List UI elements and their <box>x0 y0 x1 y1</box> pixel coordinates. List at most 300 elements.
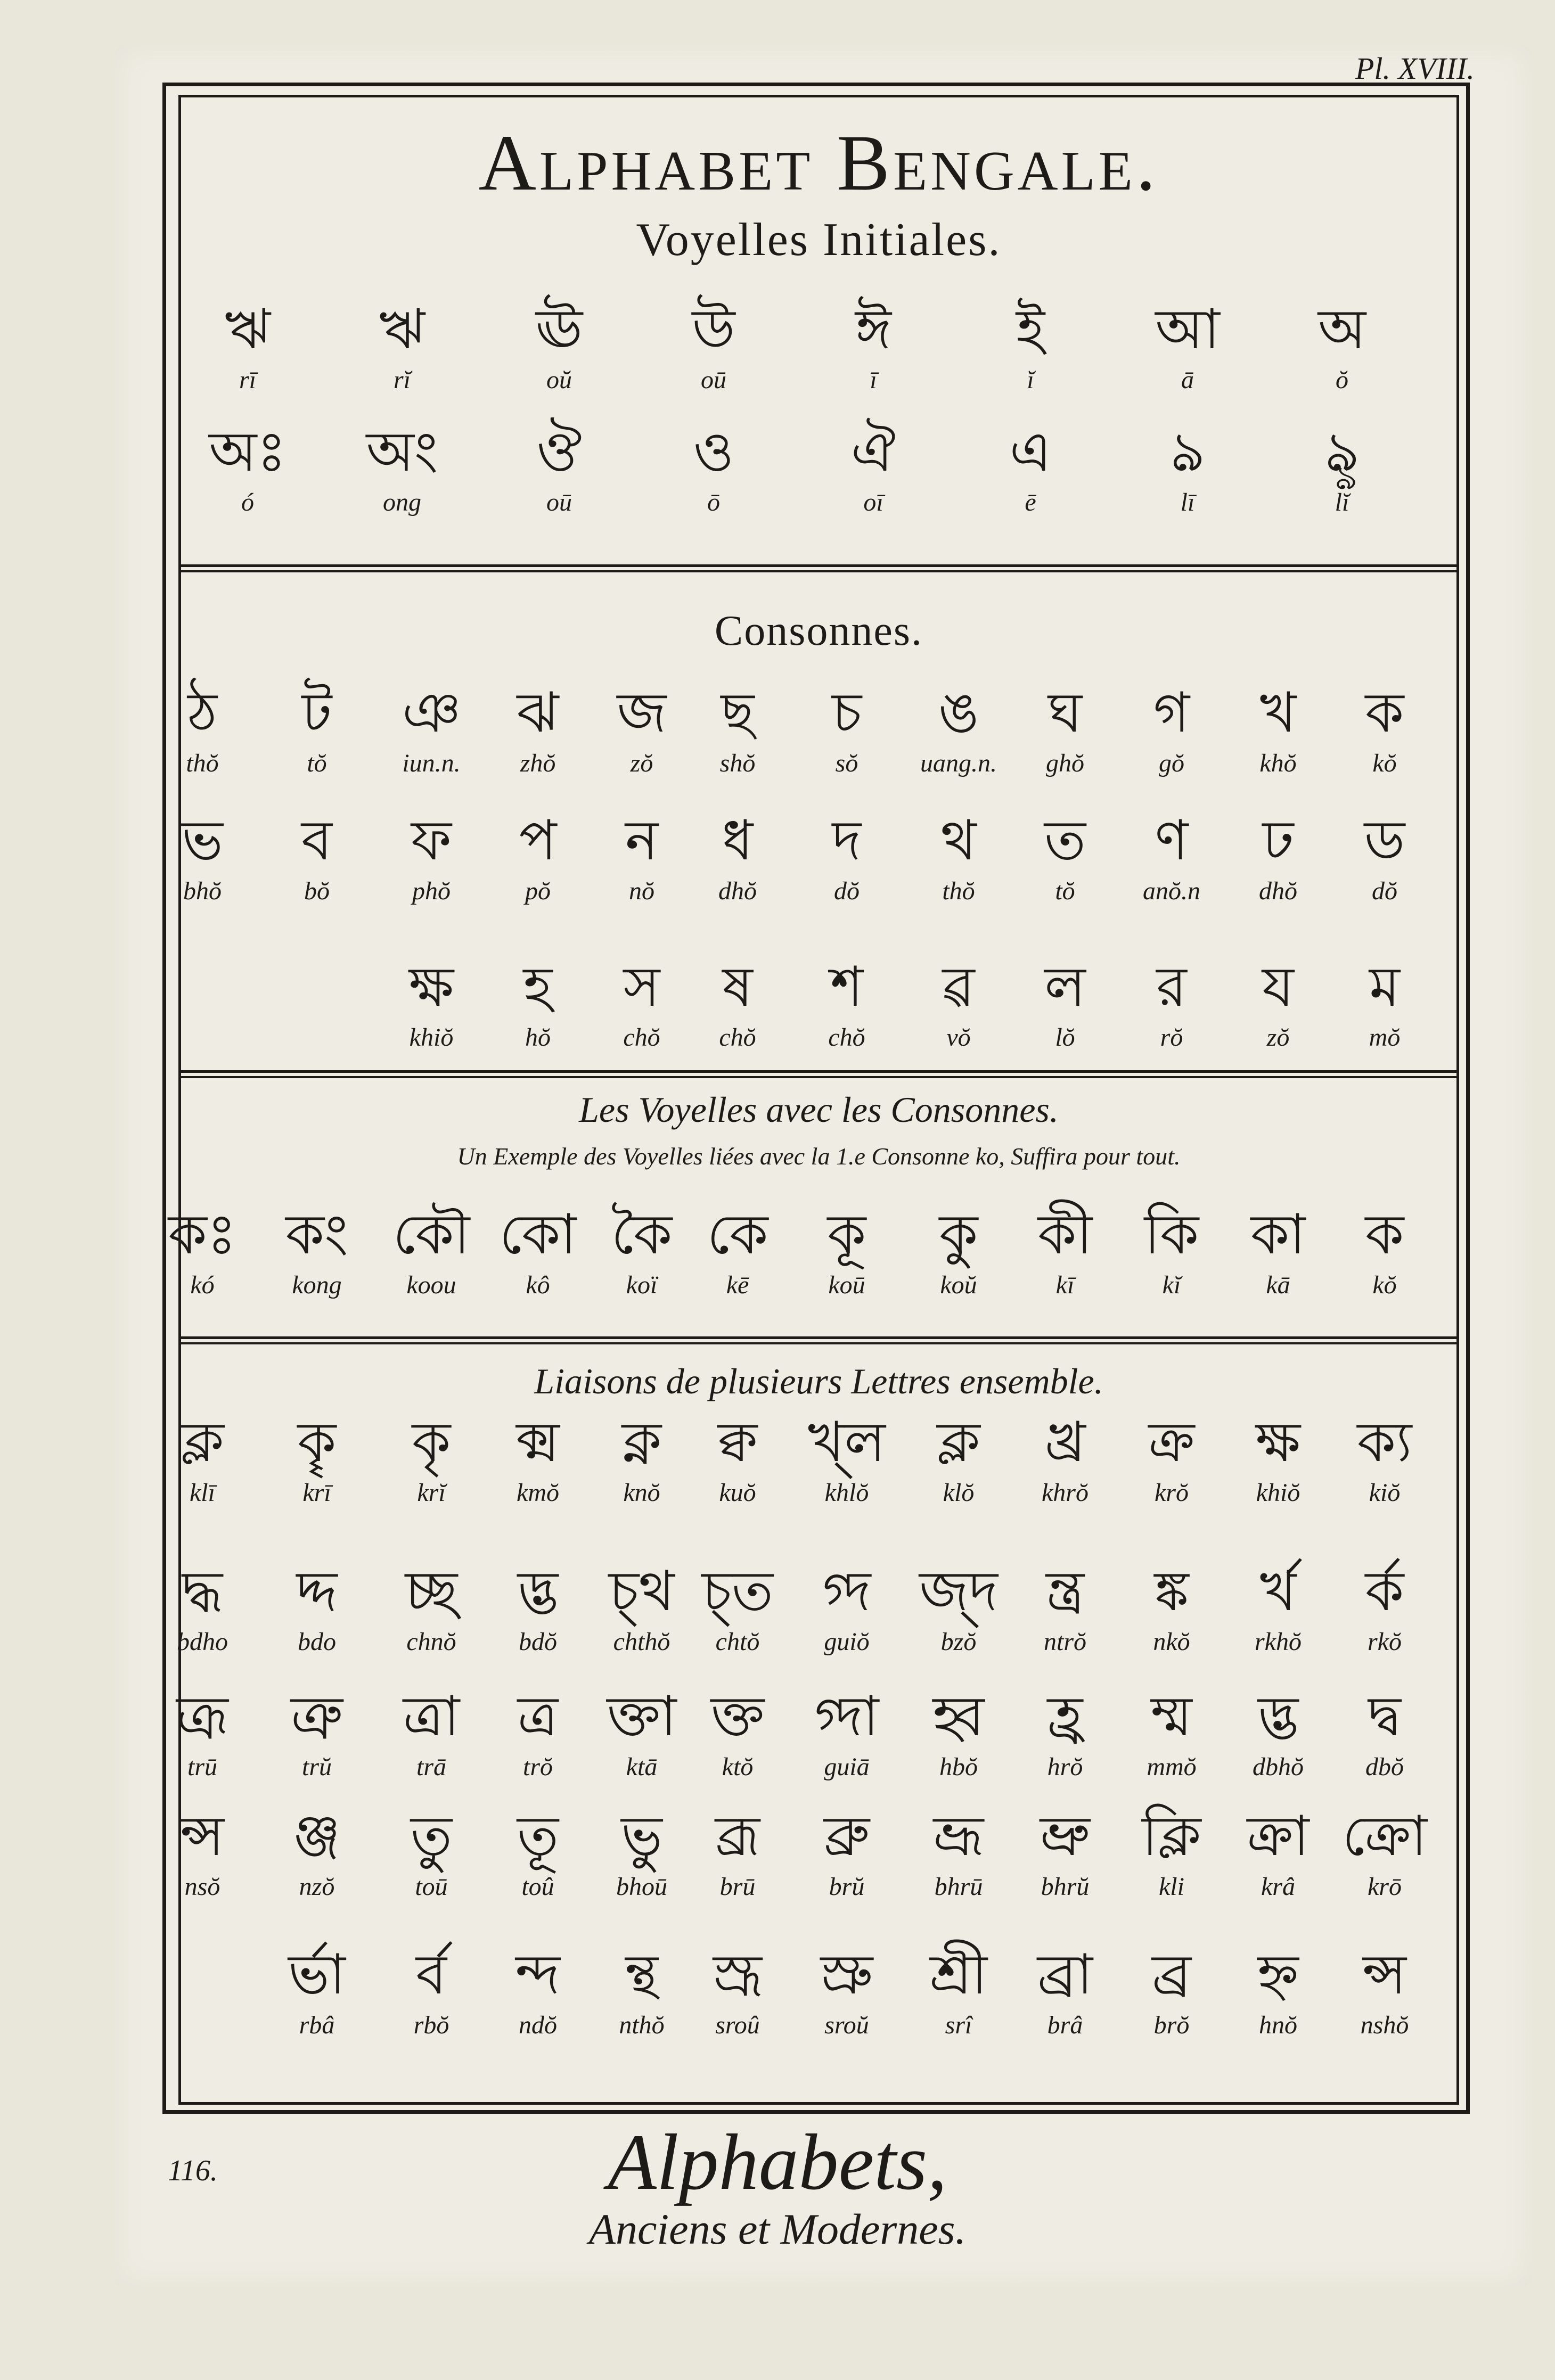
bengali-glyph: খ্র <box>1044 1412 1086 1473</box>
bengali-glyph: ছ <box>721 683 755 744</box>
letter-cell <box>1124 809 1220 906</box>
bengali-glyph: ন্থ <box>625 1944 658 2006</box>
bengali-glyph: ক্ব <box>717 1412 758 1473</box>
transliteration-label: lŏ <box>1055 1023 1075 1052</box>
bengali-glyph: র <box>1156 957 1187 1018</box>
bengali-glyph: ভ্রূ <box>933 1806 984 1867</box>
letter-cell <box>799 1943 895 2040</box>
transliteration-label: thŏ <box>942 877 975 905</box>
letter-cell <box>383 1203 479 1300</box>
transliteration-label: bhŏ <box>183 877 222 905</box>
letter-cell <box>594 956 690 1052</box>
bengali-glyph: ণ <box>1155 810 1189 872</box>
bengali-glyph: ক্ল <box>937 1412 980 1473</box>
transliteration-label: brŏ <box>1153 2011 1190 2039</box>
transliteration-label: khlŏ <box>824 1479 869 1507</box>
transliteration-label: kŏ <box>1372 1271 1397 1299</box>
letter-cell <box>1124 1685 1220 1782</box>
transliteration-label: ī <box>870 366 877 394</box>
letter-cell <box>1124 682 1220 778</box>
transliteration-label: toû <box>521 1873 554 1901</box>
vowels-title: Voyelles Initiales. <box>636 214 1002 266</box>
bengali-glyph: ও <box>693 422 734 483</box>
letter-cell <box>383 682 479 778</box>
bengali-glyph: কূ <box>827 1204 866 1266</box>
letter-cell <box>1017 1685 1113 1782</box>
transliteration-label: trā <box>416 1753 446 1781</box>
bengali-glyph: ত্রা <box>403 1686 460 1747</box>
transliteration-label: dhŏ <box>1259 877 1297 905</box>
transliteration-label: koū <box>828 1271 865 1299</box>
transliteration-label: chŏ <box>719 1023 756 1052</box>
transliteration-label: hrŏ <box>1047 1753 1083 1781</box>
transliteration-label: chŏ <box>623 1023 660 1052</box>
letter-cell <box>154 1685 250 1782</box>
transliteration-label: nthŏ <box>619 2011 665 2039</box>
letter-cell <box>154 1411 250 1507</box>
transliteration-label: kē <box>726 1271 749 1299</box>
transliteration-label: sŏ <box>835 749 858 777</box>
transliteration-label: kong <box>292 1271 342 1299</box>
transliteration-label: guiŏ <box>824 1628 870 1656</box>
bengali-glyph: ই <box>1016 299 1045 360</box>
transliteration-label: klī <box>190 1479 215 1507</box>
letter-cell <box>1230 956 1326 1052</box>
transliteration-label: lī <box>1180 488 1195 516</box>
letter-cell <box>354 421 450 517</box>
bengali-glyph: গ্দা <box>814 1686 879 1747</box>
letter-cell <box>690 1560 785 1656</box>
letter-cell <box>799 1411 895 1507</box>
bengali-glyph: দ্ভ <box>517 1561 559 1622</box>
transliteration-label: ō <box>707 488 720 516</box>
letter-cell <box>594 1943 690 2040</box>
bengali-glyph: ব <box>301 810 332 872</box>
letter-cell <box>1230 682 1326 778</box>
bengali-glyph: খ <box>1259 683 1297 744</box>
letter-cell <box>690 1943 785 2040</box>
letter-cell <box>1017 809 1113 906</box>
letter-cell <box>1017 1411 1113 1507</box>
bengali-glyph: দ্দ <box>296 1561 338 1622</box>
bengali-glyph: শ <box>830 957 863 1018</box>
bengali-glyph: ভ্রু <box>1040 1806 1091 1867</box>
letter-cell <box>594 809 690 906</box>
bengali-glyph: স্রূ <box>713 1944 762 2006</box>
letter-cell <box>1230 1805 1326 1901</box>
letter-cell <box>799 809 895 906</box>
bengali-glyph: প <box>519 810 557 872</box>
letter-cell <box>269 1411 365 1507</box>
transliteration-label: dŏ <box>1372 877 1397 905</box>
bengali-glyph: ক্ত <box>710 1686 765 1747</box>
ligatures-title: Liaisons de plusieurs Lettres ensemble. <box>534 1361 1103 1401</box>
transliteration-label: kmŏ <box>517 1479 559 1507</box>
letter-cell <box>1124 1560 1220 1656</box>
transliteration-label: ghŏ <box>1046 749 1084 777</box>
plate-number: Pl. XVIII. <box>1355 51 1475 86</box>
bengali-glyph: ল <box>1044 957 1086 1018</box>
transliteration-label: sroû <box>715 2011 760 2039</box>
bengali-glyph: ৱ <box>942 957 975 1018</box>
transliteration-label: kŏ <box>1372 749 1397 777</box>
transliteration-label: bdho <box>177 1628 228 1656</box>
transliteration-label: trŭ <box>301 1753 332 1781</box>
letter-cell <box>490 1943 586 2040</box>
letter-cell <box>383 1560 479 1656</box>
letter-cell <box>1230 1203 1326 1300</box>
bengali-glyph: র্ভা <box>288 1944 346 2006</box>
letter-cell <box>1337 1805 1433 1901</box>
letter-cell <box>383 956 479 1052</box>
bengali-glyph: ড <box>1364 810 1405 872</box>
letter-cell <box>911 809 1006 906</box>
transliteration-label: khrŏ <box>1042 1479 1088 1507</box>
transliteration-label: koï <box>626 1271 658 1299</box>
transliteration-label: rŏ <box>1160 1023 1183 1052</box>
bengali-glyph: তূ <box>517 1806 559 1867</box>
bengali-glyph: কৈ <box>611 1204 673 1266</box>
bengali-glyph: কি <box>1144 1204 1199 1266</box>
bengali-glyph: ট <box>301 683 332 744</box>
bengali-glyph: ঢ <box>1262 810 1294 872</box>
transliteration-label: rbŏ <box>413 2011 449 2039</box>
transliteration-label: krâ <box>1261 1873 1295 1901</box>
bengali-glyph: এ <box>1009 422 1052 483</box>
transliteration-label: oŭ <box>546 366 572 394</box>
transliteration-label: guiā <box>824 1753 870 1781</box>
bengali-glyph: ক্ন <box>621 1412 662 1473</box>
letter-cell <box>1337 682 1433 778</box>
section-divider <box>178 1070 1459 1078</box>
transliteration-label: zŏ <box>1266 1023 1290 1052</box>
bengali-glyph: হ্ব <box>932 1686 985 1747</box>
letter-cell <box>269 1685 365 1782</box>
letter-cell <box>490 1560 586 1656</box>
letter-cell <box>490 1411 586 1507</box>
letter-cell <box>983 298 1078 395</box>
letter-cell <box>825 298 921 395</box>
transliteration-label: khiŏ <box>1256 1479 1300 1507</box>
letter-cell <box>1337 1203 1433 1300</box>
bengali-glyph: ঔ <box>536 422 582 483</box>
transliteration-label: ntrŏ <box>1043 1628 1086 1656</box>
bengali-glyph: ক <box>1365 683 1404 744</box>
bengali-glyph: ন <box>625 810 659 872</box>
letter-cell <box>1124 1411 1220 1507</box>
bengali-glyph: ব্র <box>1152 1944 1191 2006</box>
bengali-glyph: হ <box>523 957 553 1018</box>
letter-cell <box>383 1685 479 1782</box>
bengali-glyph: অং <box>366 422 438 483</box>
bengali-glyph: হ্ন <box>1257 1944 1299 2006</box>
letter-cell <box>825 421 921 517</box>
bengali-glyph: চ্ছ <box>405 1561 458 1622</box>
bengali-glyph: জ্দ <box>919 1561 998 1622</box>
bengali-glyph: র্খ <box>1259 1561 1297 1622</box>
bengali-glyph: জ <box>617 683 667 744</box>
transliteration-label: trŏ <box>522 1753 553 1781</box>
bengali-glyph: গ্দ <box>822 1561 871 1622</box>
bengali-glyph: ঊ <box>535 299 583 360</box>
transliteration-label: kli <box>1159 1873 1184 1901</box>
transliteration-label: bdŏ <box>519 1628 557 1656</box>
transliteration-label: knŏ <box>623 1479 660 1507</box>
letter-cell <box>1017 956 1113 1052</box>
transliteration-label: ktā <box>626 1753 658 1781</box>
letter-cell <box>269 1805 365 1901</box>
bengali-glyph: কা <box>1250 1204 1306 1266</box>
transliteration-label: hnŏ <box>1259 2011 1297 2039</box>
transliteration-label: thŏ <box>186 749 219 777</box>
bengali-glyph: ধ <box>722 810 754 872</box>
letter-cell <box>594 1685 690 1782</box>
transliteration-label: khŏ <box>1259 749 1297 777</box>
bengali-glyph: ঌ <box>1171 422 1205 483</box>
letter-cell <box>799 1203 895 1300</box>
letter-cell <box>1140 298 1235 395</box>
letter-cell <box>799 682 895 778</box>
letter-cell <box>154 809 250 906</box>
transliteration-label: kuŏ <box>719 1479 756 1507</box>
letter-cell <box>983 421 1078 517</box>
transliteration-label: tŏ <box>1055 877 1075 905</box>
transliteration-label: bhoū <box>616 1873 667 1901</box>
transliteration-label: phŏ <box>412 877 451 905</box>
letter-cell <box>154 1203 250 1300</box>
bengali-glyph: ন্স <box>181 1806 224 1867</box>
transliteration-label: hŏ <box>525 1023 551 1052</box>
transliteration-label: sroŭ <box>824 2011 869 2039</box>
bengali-glyph: দ্ব <box>1368 1686 1401 1747</box>
bengali-glyph: দ্ভ <box>1257 1686 1299 1747</box>
transliteration-label: kô <box>526 1271 550 1299</box>
transliteration-label: tŏ <box>307 749 327 777</box>
transliteration-label: brâ <box>1047 2011 1083 2039</box>
transliteration-label: ktŏ <box>722 1753 754 1781</box>
transliteration-label: trū <box>187 1753 217 1781</box>
letter-cell <box>490 956 586 1052</box>
bengali-glyph: ম <box>1369 957 1400 1018</box>
vowel-consonant-title: Les Voyelles avec les Consonnes. <box>579 1089 1059 1130</box>
transliteration-label: toū <box>415 1873 448 1901</box>
transliteration-label: zŏ <box>630 749 653 777</box>
transliteration-label: krō <box>1368 1873 1402 1901</box>
page-number: 116. <box>168 2154 218 2187</box>
letter-cell <box>911 1805 1006 1901</box>
transliteration-label: rkŏ <box>1368 1628 1402 1656</box>
letter-cell <box>383 809 479 906</box>
bengali-glyph: র্ক <box>1365 1561 1404 1622</box>
transliteration-label: koŭ <box>940 1271 977 1299</box>
letter-cell <box>511 421 607 517</box>
letter-cell <box>1017 1203 1113 1300</box>
letter-cell <box>383 1411 479 1507</box>
bengali-glyph: ঈ <box>855 299 891 360</box>
transliteration-label: chthŏ <box>613 1628 670 1656</box>
bengali-glyph: ঐ <box>851 422 896 483</box>
letter-cell <box>911 1943 1006 2040</box>
transliteration-label: kó <box>190 1271 215 1299</box>
bengali-glyph: চ্থ <box>609 1561 675 1622</box>
bengali-glyph: য <box>1262 957 1294 1018</box>
letter-cell <box>1017 682 1113 778</box>
bengali-glyph: ক্তা <box>607 1686 677 1747</box>
transliteration-label: brū <box>719 1873 756 1901</box>
transliteration-label: oū <box>701 366 726 394</box>
bengali-glyph: আ <box>1155 299 1220 360</box>
transliteration-label: gŏ <box>1159 749 1184 777</box>
letter-cell <box>1337 956 1433 1052</box>
transliteration-label: rī <box>239 366 256 394</box>
transliteration-label: ā <box>1181 366 1194 394</box>
bengali-glyph: কু <box>939 1204 978 1266</box>
bengali-glyph: ঋ <box>379 299 425 360</box>
letter-cell <box>594 1203 690 1300</box>
bengali-glyph: ক <box>1365 1204 1404 1266</box>
transliteration-label: bzŏ <box>940 1628 977 1656</box>
transliteration-label: dbhŏ <box>1253 1753 1304 1781</box>
letter-cell <box>690 1685 785 1782</box>
transliteration-label: rĭ <box>393 366 411 394</box>
transliteration-label: nsŏ <box>184 1873 220 1901</box>
letter-cell <box>511 298 607 395</box>
letter-cell <box>490 1203 586 1300</box>
footer-title: Alphabets, <box>608 2118 947 2206</box>
transliteration-label: rbâ <box>299 2011 335 2039</box>
transliteration-label: ong <box>383 488 421 516</box>
letter-cell <box>490 682 586 778</box>
bengali-glyph: ন্দ <box>515 1944 560 2006</box>
letter-cell <box>1337 1943 1433 2040</box>
bengali-glyph: ক্ল <box>181 1412 224 1473</box>
letter-cell <box>1017 1560 1113 1656</box>
letter-cell <box>269 809 365 906</box>
bengali-glyph: র্ব <box>416 1944 447 2006</box>
letter-cell <box>799 1685 895 1782</box>
transliteration-label: vŏ <box>946 1023 971 1052</box>
transliteration-label: uang.n. <box>920 749 997 777</box>
bengali-glyph: ঠ <box>187 683 217 744</box>
bengali-glyph: ফ <box>411 810 452 872</box>
transliteration-label: shŏ <box>719 749 756 777</box>
transliteration-label: kā <box>1266 1271 1290 1299</box>
letter-cell <box>490 809 586 906</box>
letter-cell <box>1124 1943 1220 2040</box>
transliteration-label: khiŏ <box>409 1023 454 1052</box>
bengali-glyph: কো <box>499 1204 577 1266</box>
bengali-glyph: ভ <box>182 810 223 872</box>
page-title: Alphabet Bengale. <box>478 119 1159 207</box>
letter-cell <box>200 421 296 517</box>
bengali-glyph: খ্ল <box>808 1412 886 1473</box>
letter-cell <box>490 1685 586 1782</box>
letter-cell <box>154 682 250 778</box>
transliteration-label: bhrū <box>934 1873 983 1901</box>
transliteration-label: srî <box>945 2011 972 2039</box>
bengali-glyph: ক্লি <box>1142 1806 1201 1867</box>
letter-cell <box>1337 1685 1433 1782</box>
bengali-glyph: থ <box>940 810 977 872</box>
transliteration-label: mŏ <box>1369 1023 1401 1052</box>
bengali-glyph: হ্র <box>1047 1686 1083 1747</box>
bengali-glyph: ব্রু <box>823 1806 870 1867</box>
letter-cell <box>911 1560 1006 1656</box>
bengali-glyph: ন্স <box>1363 1944 1406 2006</box>
letter-cell <box>594 1805 690 1901</box>
bengali-glyph: ঋ <box>224 299 271 360</box>
letter-cell <box>269 1943 365 2040</box>
transliteration-label: nzŏ <box>299 1873 335 1901</box>
bengali-glyph: দ্ধ <box>182 1561 223 1622</box>
bengali-glyph: ক্র <box>1148 1412 1195 1473</box>
letter-cell <box>269 1560 365 1656</box>
bengali-glyph: গ <box>1153 683 1190 744</box>
bengali-glyph: ত <box>1044 810 1086 872</box>
transliteration-label: kī <box>1055 1271 1075 1299</box>
bengali-glyph: ক্ম <box>516 1412 560 1473</box>
transliteration-label: bhrŭ <box>1041 1873 1090 1901</box>
transliteration-label: dhŏ <box>718 877 757 905</box>
bengali-glyph: ম্ম <box>1151 1686 1192 1747</box>
bengali-glyph: কৃ <box>412 1412 451 1473</box>
letter-cell <box>911 1411 1006 1507</box>
letter-cell <box>1337 1411 1433 1507</box>
letter-cell <box>1337 1560 1433 1656</box>
letter-cell <box>594 682 690 778</box>
vowel-consonant-subtitle: Un Exemple des Voyelles liées avec la 1.e Consonne ko, Suffira pour tout. <box>457 1143 1181 1170</box>
letter-cell <box>1017 1805 1113 1901</box>
bengali-glyph: ক্ষ <box>408 957 454 1018</box>
bengali-glyph: ন্ত্র <box>1045 1561 1085 1622</box>
bengali-glyph: কঃ <box>168 1204 237 1266</box>
letter-cell <box>690 956 785 1052</box>
letter-cell <box>911 1203 1006 1300</box>
letter-cell <box>911 956 1006 1052</box>
letter-cell <box>1230 809 1326 906</box>
bengali-glyph: ঙ <box>938 683 979 744</box>
letter-cell <box>911 1685 1006 1782</box>
bengali-glyph: ঝ <box>517 683 559 744</box>
letter-cell <box>1337 809 1433 906</box>
transliteration-label: dŏ <box>834 877 860 905</box>
bengali-glyph: স্রু <box>820 1944 873 2006</box>
transliteration-label: bdo <box>298 1628 336 1656</box>
transliteration-label: krĭ <box>417 1479 446 1507</box>
transliteration-label: zhŏ <box>520 749 556 777</box>
transliteration-label: chnŏ <box>406 1628 456 1656</box>
letter-cell <box>690 1805 785 1901</box>
bengali-glyph: ঘ <box>1047 683 1083 744</box>
bengali-glyph: দ <box>832 810 862 872</box>
letter-cell <box>200 298 296 395</box>
letter-cell <box>1230 1685 1326 1782</box>
transliteration-label: koou <box>406 1271 456 1299</box>
transliteration-label: kiŏ <box>1369 1479 1401 1507</box>
transliteration-label: nshŏ <box>1360 2011 1409 2039</box>
letter-cell <box>154 1805 250 1901</box>
bengali-glyph: ঞ্জ <box>293 1806 341 1867</box>
bengali-glyph: অ <box>1317 299 1366 360</box>
bengali-glyph: ষ <box>722 957 753 1018</box>
bengali-glyph: ৡ <box>1325 422 1359 483</box>
transliteration-label: nŏ <box>629 877 654 905</box>
letter-cell <box>1230 1411 1326 1507</box>
bengali-glyph: ব্রূ <box>715 1806 760 1867</box>
transliteration-label: lĭ <box>1335 488 1349 516</box>
letter-cell <box>690 1411 785 1507</box>
letter-cell <box>269 1203 365 1300</box>
